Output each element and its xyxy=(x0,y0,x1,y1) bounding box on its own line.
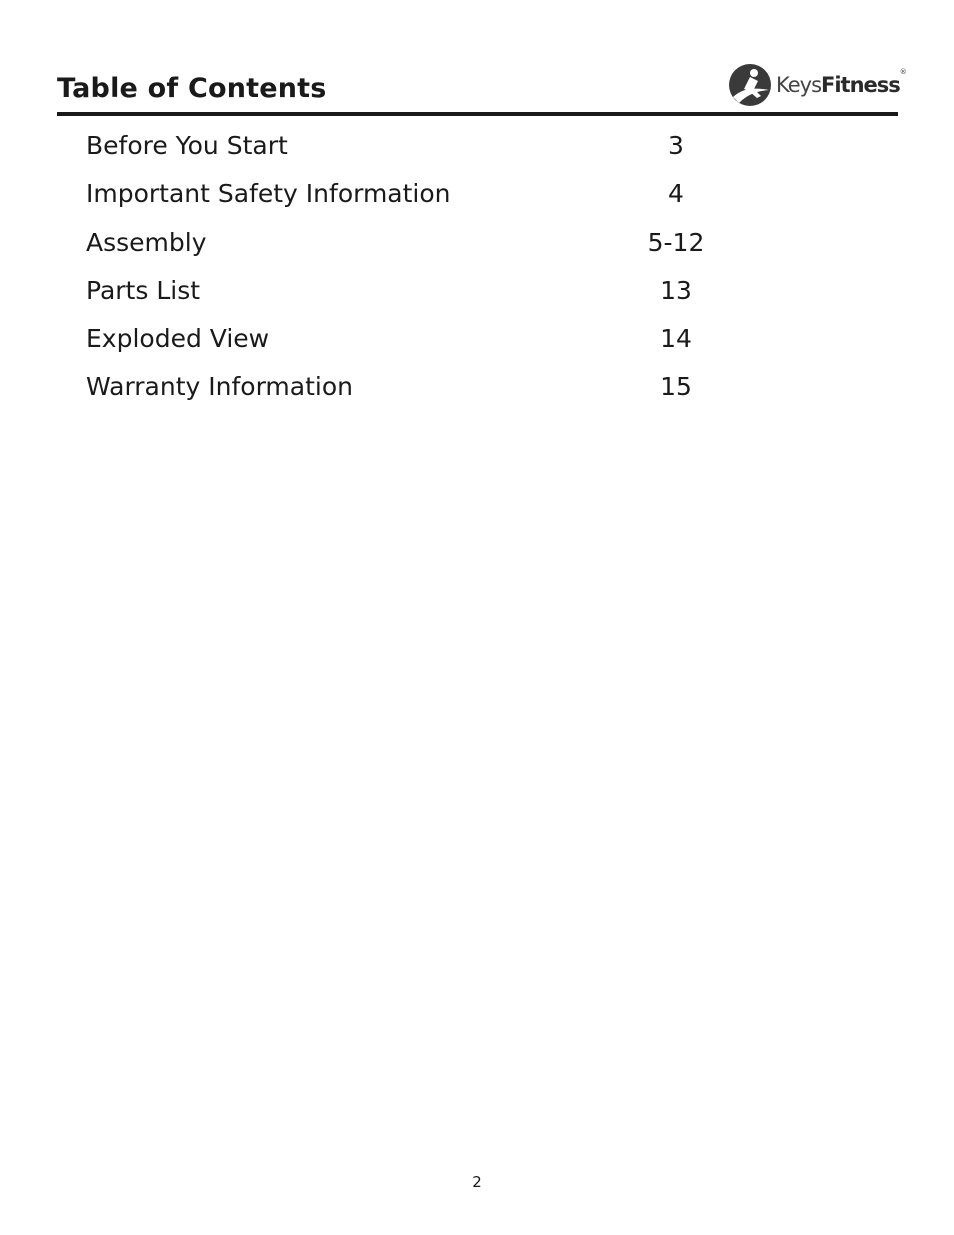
toc-item-parts-list[interactable] xyxy=(86,269,746,317)
toc-item-before-you-start[interactable] xyxy=(86,124,746,172)
toc-item-warranty-information[interactable] xyxy=(86,365,746,413)
toc-item-title: Exploded View xyxy=(86,324,270,354)
keysfitness-logo xyxy=(728,62,906,108)
toc-item-assembly[interactable] xyxy=(86,221,746,269)
toc-item-important-safety-information[interactable] xyxy=(86,172,746,220)
toc-list xyxy=(86,124,746,414)
toc-item-page: 3 xyxy=(668,131,684,160)
toc-item-page: 14 xyxy=(660,324,692,354)
toc-item-title: Parts List xyxy=(86,275,201,305)
page-title: Table of Contents xyxy=(57,73,327,104)
toc-item-page: 15 xyxy=(660,372,692,402)
toc-item-exploded-view[interactable] xyxy=(86,317,746,365)
toc-item-page: 13 xyxy=(660,275,692,305)
toc-item-title: Important Safety Information xyxy=(86,179,451,209)
toc-item-title: Before You Start xyxy=(86,131,288,160)
logo-word-keys: Keys xyxy=(776,73,822,97)
logo-wordmark xyxy=(776,62,906,108)
toc-item-page: 4 xyxy=(668,179,684,209)
toc-item-title: Warranty Information xyxy=(86,372,353,402)
runner-swoosh-icon xyxy=(728,63,772,107)
logo-trademark: ® xyxy=(899,68,906,76)
logo-word-fitness: Fitness xyxy=(821,73,900,97)
page-number: 2 xyxy=(472,1173,482,1191)
toc-item-title: Assembly xyxy=(86,227,207,257)
toc-item-page: 5-12 xyxy=(647,227,705,257)
title-divider xyxy=(57,112,898,116)
